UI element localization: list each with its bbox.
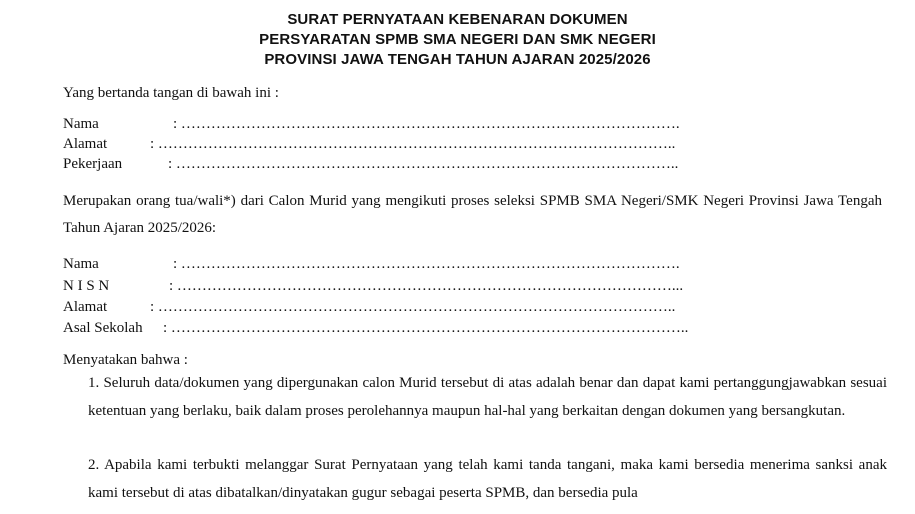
- student-school-field: [63, 318, 688, 338]
- field-label: Nama: [63, 256, 99, 272]
- field-dots: : …………………………………………………………………………………………..: [150, 299, 676, 315]
- title-line-2: PERSYARATAN SPMB SMA NEGERI DAN SMK NEGERI: [259, 31, 656, 48]
- student-name-field: [63, 254, 680, 274]
- parent-address-field: [63, 134, 675, 154]
- student-address-field: [63, 297, 675, 317]
- title-line-3: PROVINSI JAWA TENGAH TAHUN AJARAN 2025/2026: [264, 51, 651, 68]
- statement-paragraph: Merupakan orang tua/wali*) dari Calon Murid yang mengikuti proses seleksi SPMB SMA Negeri/SMK Negeri Provinsi Jawa Tengah Tahun Ajaran 2025/2026:: [63, 193, 882, 236]
- declaration-item-1: 1. Seluruh data/dokumen yang dipergunakan calon Murid tersebut di atas adalah benar dan dapat kami pertanggungjawabkan sesuai ketentuan yang berlaku, baik dalam proses perolehannya maupun hal-hal yang berkaitan dengan dokumen yang bersangkutan.: [88, 375, 887, 419]
- title-line-1: SURAT PERNYATAAN KEBENARAN DOKUMEN: [287, 11, 628, 28]
- declaration-intro: Menyatakan bahwa :: [63, 352, 188, 368]
- field-label: Asal Sekolah: [63, 320, 143, 336]
- intro-text: Yang bertanda tangan di bawah ini :: [63, 85, 279, 101]
- field-dots: : …………………………………………………………………………………………..: [150, 136, 676, 152]
- parent-occupation-field: [63, 154, 678, 174]
- parent-name-field: [63, 114, 680, 134]
- field-label: Alamat: [63, 299, 108, 315]
- declaration-item-2: 2. Apabila kami terbukti melanggar Surat Pernyataan yang telah kami tanda tangani, maka kami bersedia menerima sanksi anak kami tersebut di atas dibatalkan/dinyatakan gugur sebagai peserta SPMB, dan bersedia pula: [88, 457, 887, 501]
- student-nisn-field: [63, 276, 683, 296]
- field-label: Alamat: [63, 136, 108, 152]
- field-label: Nama: [63, 116, 99, 132]
- field-dots: : ………………………………………………………………………………………...: [169, 278, 684, 294]
- field-dots: : ………………………………………………………………………………………..: [168, 156, 679, 172]
- field-dots: : …………………………………………………………………………………………..: [163, 320, 689, 336]
- field-label: Pekerjaan: [63, 156, 123, 172]
- field-label: N I S N: [63, 278, 110, 294]
- field-dots: : ……………………………………………………………………………………….: [173, 256, 680, 272]
- field-dots: : ……………………………………………………………………………………….: [173, 116, 680, 132]
